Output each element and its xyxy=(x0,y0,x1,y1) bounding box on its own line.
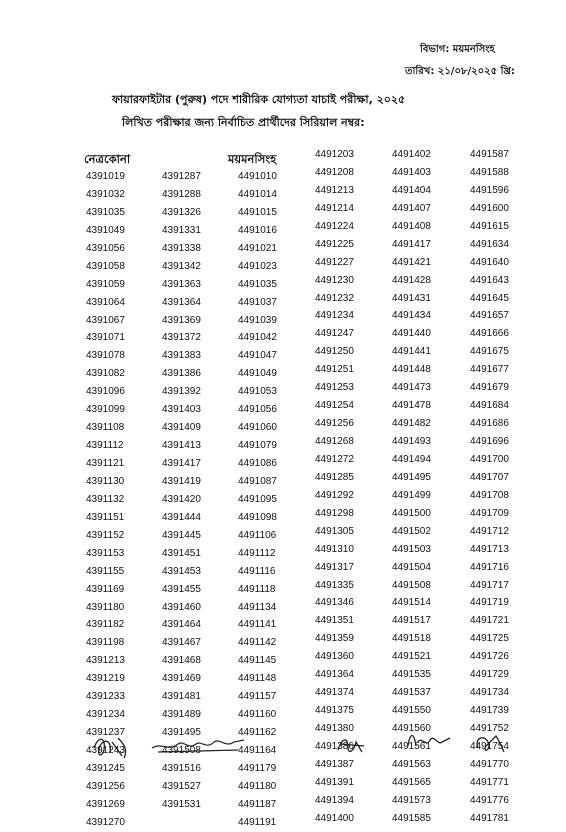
serial-number: 4391495 xyxy=(162,727,201,739)
serial-number: 4491317 xyxy=(315,561,354,573)
serial-number: 4391096 xyxy=(86,386,125,398)
serial-number: 4491179 xyxy=(238,762,277,774)
serial-number: 4391489 xyxy=(162,709,201,721)
serial-number: 4391198 xyxy=(86,637,125,649)
document-title: ফায়ারফাইটার (পুরুষ) পদে শারীরিক যোগ্যতা যাচাই পরীক্ষা, ২০২৫ xyxy=(112,93,406,106)
serial-number: 4491517 xyxy=(392,615,431,627)
serial-number: 4491250 xyxy=(315,346,354,358)
serial-number: 4391342 xyxy=(162,260,201,272)
serial-number: 4491441 xyxy=(392,346,431,358)
serial-number: 4491514 xyxy=(392,597,431,609)
serial-number: 4491225 xyxy=(315,238,354,250)
column-mymensingh-continued-3 xyxy=(470,146,509,828)
serial-number: 4491431 xyxy=(392,292,431,304)
serial-number: 4491374 xyxy=(315,687,354,699)
serial-number: 4391155 xyxy=(86,565,125,577)
column-netrokona-continued xyxy=(162,150,201,814)
serial-number: 4491403 xyxy=(392,166,431,178)
serial-number: 4491734 xyxy=(470,687,509,699)
serial-number: 4491164 xyxy=(238,745,277,756)
serial-number: 4391364 xyxy=(162,296,201,308)
serial-number: 4491087 xyxy=(238,475,277,487)
column-heading: ময়মনসিংহ xyxy=(228,152,277,166)
serial-number: 4391032 xyxy=(86,188,125,200)
serial-number: 4491684 xyxy=(470,400,509,412)
serial-number: 4391481 xyxy=(162,691,201,703)
serial-number: 4391516 xyxy=(162,762,201,774)
serial-number: 4491686 xyxy=(470,418,509,430)
serial-number: 4491700 xyxy=(470,453,509,465)
serial-number: 4491725 xyxy=(470,633,509,645)
serial-number: 4391108 xyxy=(86,422,125,434)
serial-number: 4491726 xyxy=(470,651,509,663)
serial-number: 4391151 xyxy=(86,511,125,523)
signature-2 xyxy=(148,728,248,758)
serial-number: 4491292 xyxy=(315,489,354,501)
serial-number: 4491191 xyxy=(238,816,277,828)
serial-number: 4491421 xyxy=(392,256,431,268)
serial-number: 4491106 xyxy=(238,529,277,541)
serial-number: 4491752 xyxy=(470,723,509,734)
serial-number: 4491771 xyxy=(470,776,509,788)
serial-number: 4491056 xyxy=(238,404,277,416)
serial-number: 4391078 xyxy=(86,350,125,362)
serial-number: 4491708 xyxy=(470,489,509,501)
serial-number: 4491042 xyxy=(238,332,277,344)
date-label: তারিখ: ২১/০৮/২০২৫ খ্রি: xyxy=(405,66,515,77)
serial-number: 4491272 xyxy=(315,453,354,465)
serial-number: 4491504 xyxy=(392,561,431,573)
serial-number: 4491518 xyxy=(392,633,431,645)
serial-number: 4391451 xyxy=(162,547,201,559)
serial-number: 4491402 xyxy=(392,149,431,160)
signature-4 xyxy=(404,728,454,754)
serial-number: 4491039 xyxy=(238,314,277,326)
serial-number: 4391049 xyxy=(86,224,125,236)
serial-number: 4491234 xyxy=(315,310,354,322)
serial-number: 4391419 xyxy=(162,475,201,487)
serial-number: 4391455 xyxy=(162,583,201,595)
serial-number: 4391383 xyxy=(162,350,201,362)
serial-number: 4491335 xyxy=(315,579,354,591)
serial-number: 4391338 xyxy=(162,242,201,254)
serial-number: 4491400 xyxy=(315,812,354,824)
column-mymensingh-continued-2 xyxy=(392,146,431,828)
serial-number: 4491404 xyxy=(392,184,431,196)
serial-number: 4491162 xyxy=(238,727,277,739)
serial-number: 4491053 xyxy=(238,386,277,398)
serial-number: 4491360 xyxy=(315,651,354,663)
serial-number: 4391453 xyxy=(162,565,201,577)
serial-number: 4491047 xyxy=(238,350,277,362)
serial-number: 4491408 xyxy=(392,220,431,232)
serial-number: 4491160 xyxy=(238,709,277,721)
serial-number: 4391245 xyxy=(86,762,125,774)
serial-number: 4491640 xyxy=(470,256,509,268)
serial-number: 4491721 xyxy=(470,615,509,627)
serial-number: 4391363 xyxy=(162,278,201,290)
serial-number: 4391071 xyxy=(86,332,125,344)
serial-number: 4491696 xyxy=(470,436,509,447)
serial-number: 4391392 xyxy=(162,386,201,398)
serial-number: 4491503 xyxy=(392,543,431,555)
serial-number: 4491482 xyxy=(392,418,431,430)
serial-number: 4491232 xyxy=(315,292,354,304)
serial-number: 4491588 xyxy=(470,166,509,178)
serial-number: 4491375 xyxy=(315,705,354,717)
serial-number: 4491394 xyxy=(315,794,354,806)
serial-number: 4391417 xyxy=(162,458,201,469)
serial-number: 4491657 xyxy=(470,310,509,322)
serial-number: 4491448 xyxy=(392,364,431,376)
serial-number: 4491021 xyxy=(238,242,277,254)
serial-number: 4491268 xyxy=(315,436,354,447)
serial-number: 4391413 xyxy=(162,440,201,452)
serial-number: 4491712 xyxy=(470,525,509,537)
serial-number: 4491440 xyxy=(392,328,431,340)
column-heading: নেত্রকোনা xyxy=(84,152,131,166)
serial-number: 4491781 xyxy=(470,812,509,824)
serial-number: 4391121 xyxy=(86,458,125,469)
serial-number: 4491157 xyxy=(238,691,277,703)
serial-number: 4391153 xyxy=(86,547,125,559)
serial-number: 4491253 xyxy=(315,382,354,394)
serial-number: 4491118 xyxy=(238,583,276,595)
serial-number: 4391237 xyxy=(86,727,125,739)
serial-number: 4391256 xyxy=(86,780,125,792)
serial-number: 4491679 xyxy=(470,382,509,394)
serial-number: 4491560 xyxy=(392,723,431,734)
serial-number: 4491213 xyxy=(315,184,354,196)
serial-number: 4491351 xyxy=(315,615,354,627)
serial-number: 4391369 xyxy=(162,314,201,326)
serial-number: 4391326 xyxy=(162,206,201,218)
serial-number: 4491247 xyxy=(315,328,354,340)
serial-number: 4491407 xyxy=(392,202,431,214)
serial-number: 4491142 xyxy=(238,637,277,649)
serial-number: 4491502 xyxy=(392,525,431,537)
serial-number: 4491596 xyxy=(470,184,509,196)
serial-number: 4491098 xyxy=(238,511,277,523)
serial-number: 4491535 xyxy=(392,669,431,681)
document-subtitle: লিখিত পরীক্ষার জন্য নির্বাচিত প্রার্থীদের সিরিয়াল নম্বর: xyxy=(122,116,365,129)
serial-number: 4391132 xyxy=(86,493,125,505)
serial-number: 4391035 xyxy=(86,206,125,218)
serial-number: 4491023 xyxy=(238,260,277,272)
serial-number: 4391058 xyxy=(86,260,125,272)
serial-number: 4491095 xyxy=(238,493,277,505)
serial-number: 4491615 xyxy=(470,220,509,232)
serial-number: 4491141 xyxy=(238,619,277,631)
serial-number: 4391444 xyxy=(162,511,201,523)
serial-number: 4491776 xyxy=(470,794,509,806)
serial-number: 4391213 xyxy=(86,655,125,667)
serial-number: 4491709 xyxy=(470,507,509,519)
serial-number: 4391467 xyxy=(162,637,201,649)
serial-number: 4491346 xyxy=(315,597,354,609)
serial-number: 4391099 xyxy=(86,404,125,416)
serial-number: 4491254 xyxy=(315,400,354,412)
serial-number: 4491387 xyxy=(315,758,354,770)
serial-number: 4491112 xyxy=(238,547,276,559)
serial-number: 4491251 xyxy=(315,364,354,376)
serial-number: 4391064 xyxy=(86,296,125,308)
serial-number: 4491537 xyxy=(392,687,431,699)
serial-number: 4491713 xyxy=(470,543,509,555)
serial-number: 4491550 xyxy=(392,705,431,717)
serial-number: 4491585 xyxy=(392,812,431,824)
serial-number: 4491417 xyxy=(392,238,431,250)
serial-number: 4491298 xyxy=(315,507,354,519)
serial-number: 4491494 xyxy=(392,453,431,465)
signature-3 xyxy=(334,728,370,758)
column-heading xyxy=(162,150,201,168)
serial-number: 4491305 xyxy=(315,525,354,537)
serial-number: 4391372 xyxy=(162,332,201,344)
serial-number: 4391469 xyxy=(162,673,201,685)
serial-number: 4491148 xyxy=(238,673,277,685)
serial-number: 4491478 xyxy=(392,400,431,412)
serial-number: 4491493 xyxy=(392,436,431,447)
serial-number: 4491716 xyxy=(470,561,509,573)
serial-number: 4491499 xyxy=(392,489,431,501)
serial-number: 4491561 xyxy=(392,740,431,752)
serial-number: 4391386 xyxy=(162,368,201,380)
serial-number: 4491563 xyxy=(392,758,431,770)
serial-number: 4491587 xyxy=(470,149,509,160)
serial-number: 4491187 xyxy=(238,798,277,810)
serial-number: 4491508 xyxy=(392,579,431,591)
serial-number: 4491565 xyxy=(392,776,431,788)
serial-number: 4491310 xyxy=(315,543,354,555)
serial-number: 4491380 xyxy=(315,723,354,734)
serial-number: 4491391 xyxy=(315,776,354,788)
serial-number: 4391130 xyxy=(86,475,125,487)
serial-number: 4491717 xyxy=(470,579,509,591)
serial-number: 4491116 xyxy=(238,565,276,577)
serial-number: 4391112 xyxy=(86,440,124,452)
serial-number: 4491666 xyxy=(470,328,509,340)
serial-number: 4391067 xyxy=(86,314,125,326)
serial-number: 4491573 xyxy=(392,794,431,806)
serial-number: 4391056 xyxy=(86,242,125,254)
signature-5 xyxy=(470,728,510,758)
serial-number: 4491230 xyxy=(315,274,354,286)
serial-number: 4491227 xyxy=(315,256,354,268)
serial-number: 4391233 xyxy=(86,691,125,703)
serial-number: 4391445 xyxy=(162,529,201,541)
serial-number: 4391219 xyxy=(86,673,125,685)
serial-number: 4491677 xyxy=(470,364,509,376)
serial-number: 4491386 xyxy=(315,740,354,752)
serial-number: 4491285 xyxy=(315,471,354,483)
serial-number: 4391460 xyxy=(162,601,201,613)
serial-number: 4391403 xyxy=(162,404,201,416)
serial-number: 4491016 xyxy=(238,224,277,236)
column-mymensingh-continued-1 xyxy=(315,146,354,828)
serial-number: 4491643 xyxy=(470,274,509,286)
serial-number: 4391152 xyxy=(86,529,125,541)
serial-number: 4391468 xyxy=(162,655,201,667)
serial-number: 4491015 xyxy=(238,206,277,218)
serial-number: 4491600 xyxy=(470,202,509,214)
serial-number: 4391059 xyxy=(86,278,125,290)
serial-number: 4491428 xyxy=(392,274,431,286)
serial-number: 4491035 xyxy=(238,278,277,290)
serial-number: 4391464 xyxy=(162,619,201,631)
serial-number: 4391270 xyxy=(86,816,125,828)
serial-number: 4391182 xyxy=(86,619,125,631)
serial-number: 4491256 xyxy=(315,418,354,430)
serial-number: 4391409 xyxy=(162,422,201,434)
serial-number: 4491079 xyxy=(238,440,277,452)
serial-number: 4391019 xyxy=(86,171,125,182)
serial-number: 4491224 xyxy=(315,220,354,232)
serial-number: 4491634 xyxy=(470,238,509,250)
signature-1 xyxy=(88,728,134,764)
serial-number: 4391288 xyxy=(162,188,201,200)
serial-number: 4491145 xyxy=(238,655,277,667)
serial-number: 4491770 xyxy=(470,758,509,770)
serial-number: 4491719 xyxy=(470,597,509,609)
serial-number: 4391243 xyxy=(86,745,125,756)
serial-number: 4491049 xyxy=(238,368,277,380)
serial-number: 4491645 xyxy=(470,292,509,304)
serial-number: 4491364 xyxy=(315,669,354,681)
serial-number: 4491010 xyxy=(238,171,277,182)
serial-number: 4491214 xyxy=(315,202,354,214)
serial-number: 4391420 xyxy=(162,493,201,505)
serial-number: 4491707 xyxy=(470,471,509,483)
serial-number: 4391234 xyxy=(86,709,125,721)
serial-number: 4491060 xyxy=(238,422,277,434)
serial-number: 4491359 xyxy=(315,633,354,645)
serial-number: 4491203 xyxy=(315,149,354,160)
serial-number: 4391527 xyxy=(162,780,201,792)
serial-number: 4491086 xyxy=(238,458,277,469)
serial-number: 4491037 xyxy=(238,296,277,308)
serial-number: 4491495 xyxy=(392,471,431,483)
serial-number: 4491521 xyxy=(392,651,431,663)
serial-number: 4491134 xyxy=(238,601,277,613)
serial-number: 4391508 xyxy=(162,745,201,756)
serial-number: 4391531 xyxy=(162,798,201,810)
serial-number: 4491014 xyxy=(238,188,277,200)
serial-number: 4491500 xyxy=(392,507,431,519)
serial-number: 4491473 xyxy=(392,382,431,394)
serial-number: 4391180 xyxy=(86,601,125,613)
serial-number: 4491729 xyxy=(470,669,509,681)
division-label: বিভাগ: ময়মনসিংহ xyxy=(420,44,495,55)
serial-number: 4491434 xyxy=(392,310,431,322)
serial-number: 4391082 xyxy=(86,368,125,380)
serial-number: 4491739 xyxy=(470,705,509,717)
serial-number: 4491754 xyxy=(470,740,509,752)
serial-number: 4391331 xyxy=(162,224,201,236)
serial-number: 4491180 xyxy=(238,780,277,792)
serial-number: 4391269 xyxy=(86,798,125,810)
serial-number: 4391287 xyxy=(162,171,201,182)
serial-number: 4391169 xyxy=(86,583,125,595)
serial-number: 4491675 xyxy=(470,346,509,358)
serial-number: 4491208 xyxy=(315,166,354,178)
